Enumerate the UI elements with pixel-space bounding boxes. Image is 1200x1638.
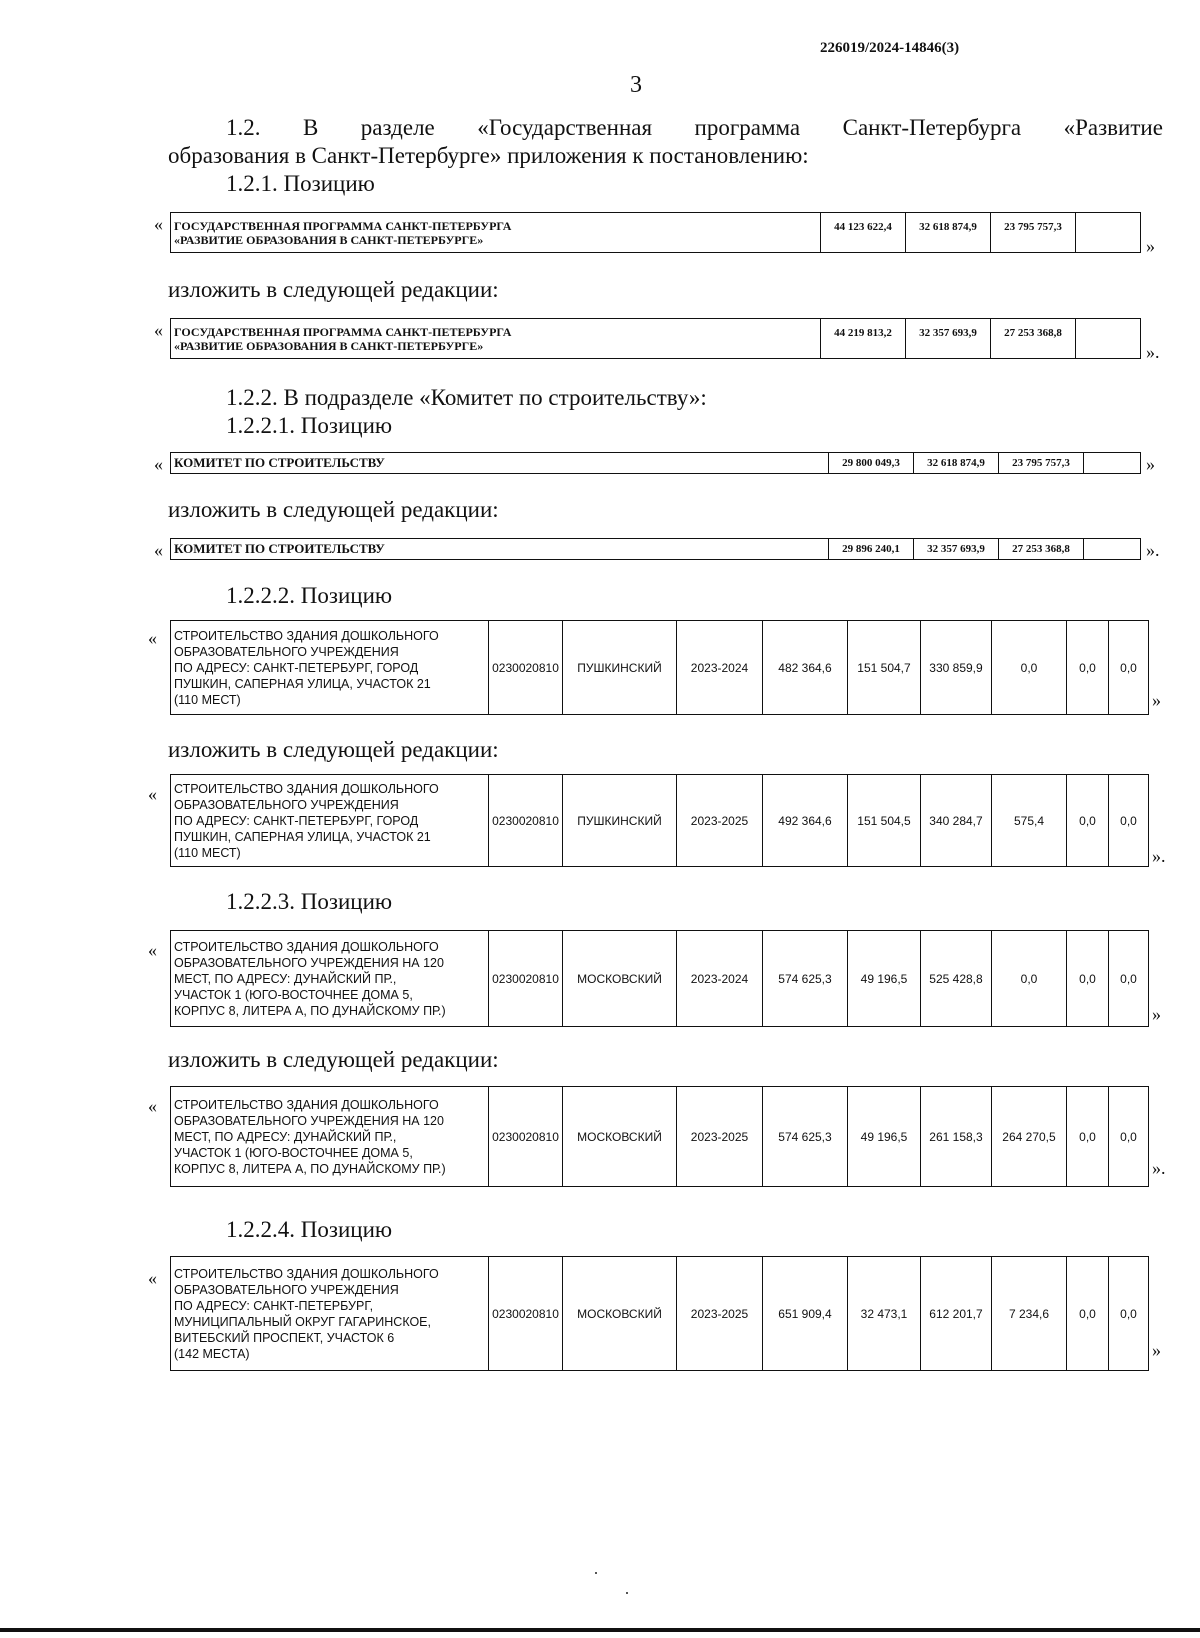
value-cell: 32 357 693,9	[914, 539, 999, 560]
value-cell: 264 270,5	[992, 1087, 1067, 1187]
project-name-line: ОБРАЗОВАТЕЛЬНОГО УЧРЕЖДЕНИЯ НА 120	[174, 1113, 444, 1128]
value-cell: 151 504,5	[848, 775, 921, 867]
project-name-line: (142 МЕСТА)	[174, 1346, 250, 1361]
project-name-line: КОРПУС 8, ЛИТЕРА А, ПО ДУНАЙСКОМУ ПР.)	[174, 1003, 446, 1018]
close-quote: »	[1152, 690, 1161, 710]
project-name-line: ПО АДРЕСУ: САНКТ-ПЕТЕРБУРГ, ГОРОД	[174, 660, 419, 675]
project-name-line: УЧАСТОК 1 (ЮГО-ВОСТОЧНЕЕ ДОМА 5,	[174, 987, 413, 1002]
intro-word: В	[302, 115, 319, 140]
open-quote: «	[148, 628, 157, 648]
project-name-cell	[171, 775, 489, 867]
project-name-line: СТРОИТЕЛЬСТВО ЗДАНИЯ ДОШКОЛЬНОГО	[174, 1097, 439, 1112]
scan-edge-line	[0, 1628, 1200, 1632]
project-name-line: ВИТЕБСКИЙ ПРОСПЕКТ, УЧАСТОК 6	[174, 1330, 395, 1345]
code-cell: 0230020810	[489, 1087, 563, 1187]
value-cell: 0,0	[1109, 931, 1149, 1027]
project-name-line: МЕСТ, ПО АДРЕСУ: ДУНАЙСКИЙ ПР.,	[174, 1129, 397, 1144]
total-cell: 574 625,3	[763, 931, 848, 1027]
scan-speck	[595, 1572, 597, 1574]
value-cell: 525 428,8	[921, 931, 992, 1027]
open-quote: «	[154, 214, 163, 234]
value-cell: 0,0	[992, 931, 1067, 1027]
item-1-2-2-1: 1.2.2.1. Позицию	[226, 413, 393, 438]
table-1-2-1-old	[170, 212, 1141, 253]
program-name-line: ГОСУДАРСТВЕННАЯ ПРОГРАММА САНКТ-ПЕТЕРБУРГА	[174, 218, 512, 233]
years-cell: 2023-2025	[677, 1087, 763, 1187]
close-quote: ».	[1152, 1158, 1166, 1178]
value-cell	[1084, 539, 1141, 560]
value-cell: 0,0	[1067, 931, 1109, 1027]
value-cell: 27 253 368,8	[991, 319, 1076, 359]
intro-word: разделе	[360, 115, 435, 140]
value-cell: 0,0	[1067, 775, 1109, 867]
value-cell: 7 234,6	[992, 1257, 1067, 1371]
page-number: 3	[630, 72, 642, 98]
total-cell: 651 909,4	[763, 1257, 848, 1371]
close-quote: »	[1152, 1340, 1161, 1360]
replace-text: изложить в следующей редакции:	[168, 497, 499, 522]
program-name-line: «РАЗВИТИЕ ОБРАЗОВАНИЯ В САНКТ-ПЕТЕРБУРГЕ»	[174, 338, 484, 353]
value-cell	[1076, 319, 1141, 359]
close-quote: ».	[1146, 540, 1160, 560]
close-quote: »	[1152, 1004, 1161, 1024]
years-cell: 2023-2025	[677, 1257, 763, 1371]
value-cell	[1076, 213, 1141, 253]
value-cell: 27 253 368,8	[999, 539, 1084, 560]
total-cell: 492 364,6	[763, 775, 848, 867]
project-name-line: МУНИЦИПАЛЬНЫЙ ОКРУГ ГАГАРИНСКОЕ,	[174, 1314, 431, 1329]
intro-word: «Государственная	[477, 115, 653, 140]
replace-text: изложить в следующей редакции:	[168, 737, 499, 762]
heading-1-2-2: 1.2.2. В подразделе «Комитет по строительству»:	[226, 385, 707, 410]
project-name-line: ПУШКИН, САПЕРНАЯ УЛИЦА, УЧАСТОК 21	[174, 829, 431, 844]
program-name-line: «РАЗВИТИЕ ОБРАЗОВАНИЯ В САНКТ-ПЕТЕРБУРГЕ»	[174, 232, 484, 247]
district-cell: МОСКОВСКИЙ	[563, 1087, 677, 1187]
open-quote: «	[148, 784, 157, 804]
committee-name: КОМИТЕТ ПО СТРОИТЕЛЬСТВУ	[171, 453, 829, 474]
years-cell: 2023-2024	[677, 621, 763, 715]
code-cell: 0230020810	[489, 775, 563, 867]
table-1-2-1-new	[170, 318, 1141, 359]
document-number: 226019/2024-14846(3)	[820, 40, 960, 56]
district-cell: МОСКОВСКИЙ	[563, 1257, 677, 1371]
value-cell: 151 504,7	[848, 621, 921, 715]
project-name-line: ОБРАЗОВАТЕЛЬНОГО УЧРЕЖДЕНИЯ	[174, 1282, 399, 1297]
intro-word: программа	[694, 115, 801, 140]
committee-name: КОМИТЕТ ПО СТРОИТЕЛЬСТВУ	[171, 539, 829, 560]
project-name-line: ПУШКИН, САПЕРНАЯ УЛИЦА, УЧАСТОК 21	[174, 676, 431, 691]
district-cell: ПУШКИНСКИЙ	[563, 621, 677, 715]
value-cell: 23 795 757,3	[999, 453, 1084, 474]
intro-word: Санкт-Петербурга	[842, 115, 1022, 140]
open-quote: «	[154, 454, 163, 474]
value-cell: 32 618 874,9	[906, 213, 991, 253]
value-cell: 32 618 874,9	[914, 453, 999, 474]
value-cell: 261 158,3	[921, 1087, 992, 1187]
project-name-line: СТРОИТЕЛЬСТВО ЗДАНИЯ ДОШКОЛЬНОГО	[174, 781, 439, 796]
value-cell: 49 196,5	[848, 931, 921, 1027]
item-1-2-2-3: 1.2.2.3. Позицию	[226, 889, 393, 914]
close-quote: »	[1146, 236, 1155, 256]
table-1-2-2-3-old	[170, 930, 1149, 1027]
total-cell: 482 364,6	[763, 621, 848, 715]
value-cell: 44 219 813,2	[821, 319, 906, 359]
project-name-line: (110 МЕСТ)	[174, 692, 241, 707]
table-1-2-2-2-old	[170, 620, 1149, 715]
project-name-line: ОБРАЗОВАТЕЛЬНОГО УЧРЕЖДЕНИЯ	[174, 644, 399, 659]
value-cell: 49 196,5	[848, 1087, 921, 1187]
value-cell: 32 473,1	[848, 1257, 921, 1371]
table-1-2-2-3-new	[170, 1086, 1149, 1187]
item-1-2-1: 1.2.1. Позицию	[226, 171, 375, 196]
project-name-line: ПО АДРЕСУ: САНКТ-ПЕТЕРБУРГ, ГОРОД	[174, 813, 419, 828]
intro-word: 1.2.	[226, 115, 261, 140]
item-1-2-2-2: 1.2.2.2. Позицию	[226, 583, 393, 608]
scan-speck	[626, 1592, 628, 1594]
intro-word: «Развитие	[1063, 115, 1163, 140]
project-name-cell	[171, 621, 489, 715]
project-name-line: КОРПУС 8, ЛИТЕРА А, ПО ДУНАЙСКОМУ ПР.)	[174, 1161, 446, 1176]
value-cell: 575,4	[992, 775, 1067, 867]
project-name-line: УЧАСТОК 1 (ЮГО-ВОСТОЧНЕЕ ДОМА 5,	[174, 1145, 413, 1160]
project-name-line: СТРОИТЕЛЬСТВО ЗДАНИЯ ДОШКОЛЬНОГО	[174, 628, 439, 643]
value-cell: 23 795 757,3	[991, 213, 1076, 253]
value-cell: 0,0	[992, 621, 1067, 715]
district-cell: ПУШКИНСКИЙ	[563, 775, 677, 867]
value-cell: 29 800 049,3	[829, 453, 914, 474]
years-cell: 2023-2024	[677, 931, 763, 1027]
value-cell	[1084, 453, 1141, 474]
close-quote: ».	[1152, 846, 1166, 866]
intro-line1	[226, 114, 1163, 142]
replace-text: изложить в следующей редакции:	[168, 277, 499, 302]
program-name-cell	[171, 319, 821, 359]
project-name-cell	[171, 1257, 489, 1371]
project-name-line: СТРОИТЕЛЬСТВО ЗДАНИЯ ДОШКОЛЬНОГО	[174, 939, 439, 954]
program-name-cell	[171, 213, 821, 253]
value-cell: 0,0	[1109, 1257, 1149, 1371]
open-quote: «	[148, 1268, 157, 1288]
table-1-2-2-4-old	[170, 1256, 1149, 1371]
project-name-line: (110 МЕСТ)	[174, 845, 241, 860]
value-cell: 340 284,7	[921, 775, 992, 867]
intro-line2: образования в Санкт-Петербурге» приложения к постановлению:	[168, 143, 809, 168]
district-cell: МОСКОВСКИЙ	[563, 931, 677, 1027]
value-cell: 0,0	[1109, 621, 1149, 715]
value-cell: 0,0	[1067, 621, 1109, 715]
close-quote: »	[1146, 454, 1155, 474]
open-quote: «	[148, 940, 157, 960]
project-name-cell	[171, 931, 489, 1027]
code-cell: 0230020810	[489, 931, 563, 1027]
value-cell: 0,0	[1109, 1087, 1149, 1187]
years-cell: 2023-2025	[677, 775, 763, 867]
project-name-line: СТРОИТЕЛЬСТВО ЗДАНИЯ ДОШКОЛЬНОГО	[174, 1266, 439, 1281]
item-1-2-2-4: 1.2.2.4. Позицию	[226, 1217, 393, 1242]
project-name-cell	[171, 1087, 489, 1187]
value-cell: 29 896 240,1	[829, 539, 914, 560]
code-cell: 0230020810	[489, 1257, 563, 1371]
value-cell: 0,0	[1067, 1087, 1109, 1187]
open-quote: «	[154, 540, 163, 560]
close-quote: ».	[1146, 342, 1160, 362]
value-cell: 0,0	[1067, 1257, 1109, 1371]
program-name-line: ГОСУДАРСТВЕННАЯ ПРОГРАММА САНКТ-ПЕТЕРБУРГА	[174, 324, 512, 339]
table-1-2-2-2-new	[170, 774, 1149, 867]
open-quote: «	[148, 1096, 157, 1116]
value-cell: 612 201,7	[921, 1257, 992, 1371]
project-name-line: ПО АДРЕСУ: САНКТ-ПЕТЕРБУРГ,	[174, 1298, 374, 1313]
project-name-line: ОБРАЗОВАТЕЛЬНОГО УЧРЕЖДЕНИЯ НА 120	[174, 955, 444, 970]
table-1-2-2-1-old	[170, 452, 1141, 474]
value-cell: 44 123 622,4	[821, 213, 906, 253]
total-cell: 574 625,3	[763, 1087, 848, 1187]
project-name-line: ОБРАЗОВАТЕЛЬНОГО УЧРЕЖДЕНИЯ	[174, 797, 399, 812]
project-name-line: МЕСТ, ПО АДРЕСУ: ДУНАЙСКИЙ ПР.,	[174, 971, 397, 986]
open-quote: «	[154, 320, 163, 340]
replace-text: изложить в следующей редакции:	[168, 1047, 499, 1072]
table-1-2-2-1-new	[170, 538, 1141, 560]
value-cell: 32 357 693,9	[906, 319, 991, 359]
code-cell: 0230020810	[489, 621, 563, 715]
value-cell: 330 859,9	[921, 621, 992, 715]
value-cell: 0,0	[1109, 775, 1149, 867]
